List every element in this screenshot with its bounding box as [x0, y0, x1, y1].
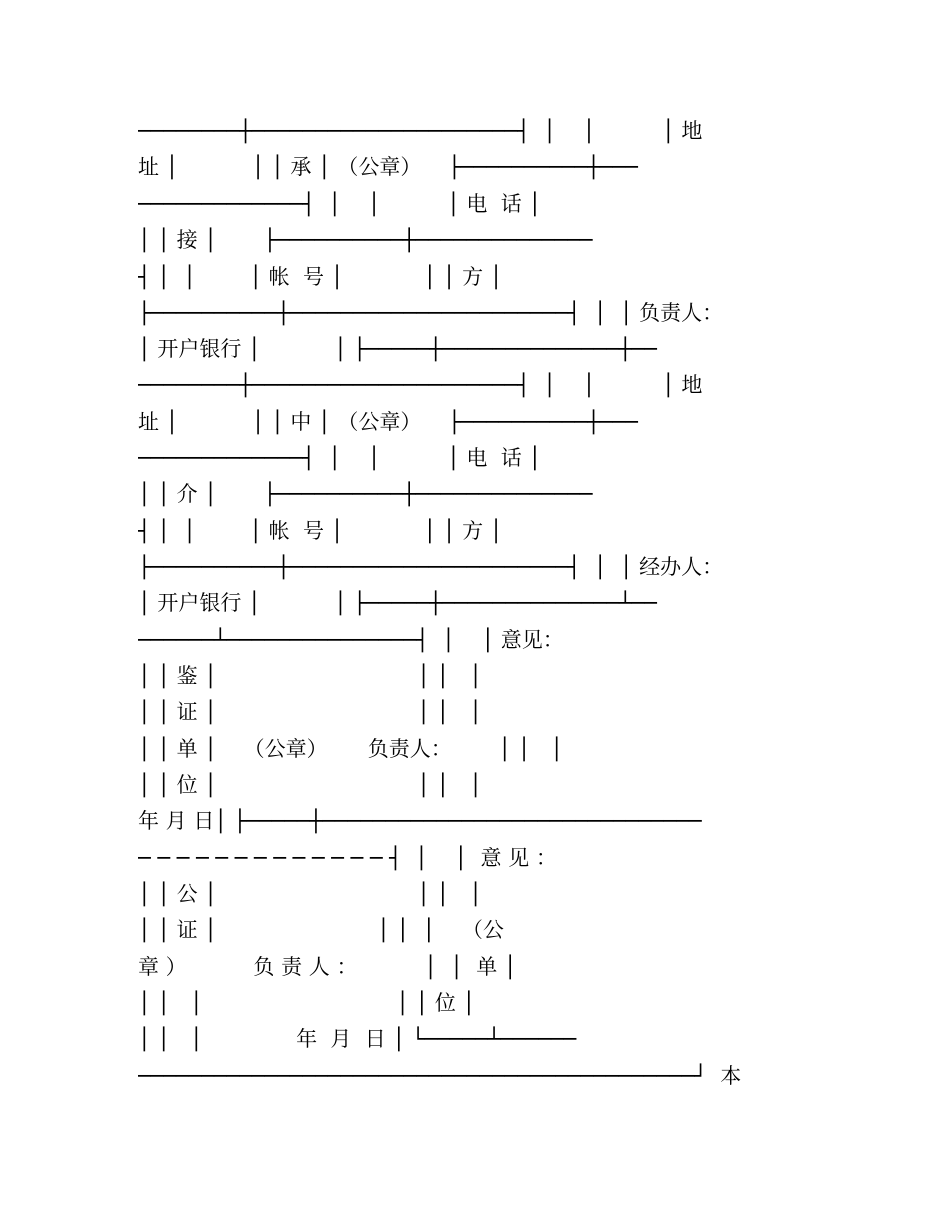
- text-line-22: │ │ 公 │ │ │ │: [138, 882, 482, 906]
- text-line-21: ─ ─ ─ ─ ─ ─ ─ ─ ─ ─ ─ ─ ─ ┤ │ │ 意 见 ：: [138, 846, 557, 870]
- text-line-23: │ │ 证 │ │ │ │ （公: [138, 918, 504, 942]
- text-line-1: ────────┼─────────────────────┤ │ │ │ 地: [138, 119, 703, 143]
- text-line-2: 址 │ │ │ 承 │ （公章） ├──────────┼───: [138, 155, 638, 179]
- text-line-25: │ │ │ │ │ 位 │: [138, 991, 476, 1015]
- text-line-11: │ │ 介 │ ├──────────┼──────────────: [138, 482, 593, 506]
- text-line-16: │ │ 鉴 │ │ │ │: [138, 664, 482, 688]
- text-line-7: │ 开户银行 │ │ ├─────┼──────────────┼──: [138, 337, 657, 361]
- text-line-19: │ │ 位 │ │ │ │: [138, 773, 482, 797]
- text-line-13: ├──────────┼──────────────────────┤ │ │ 经办人：: [138, 555, 724, 579]
- text-line-14: │ 开户银行 │ │ ├─────┼──────────────┴──: [138, 591, 657, 615]
- text-line-4: │ │ 接 │ ├──────────┼──────────────: [138, 228, 593, 252]
- text-line-26: │ │ │ 年 月 日 │ └─────┴──────: [138, 1027, 577, 1051]
- text-line-5: ┤ │ │ │ 帐 号 │ │ │ 方 │: [138, 265, 503, 289]
- text-line-24: 章 ） 负 责 人 ： │ │ 单 │: [138, 955, 517, 979]
- text-line-12: ┤ │ │ │ 帐 号 │ │ │ 方 │: [138, 519, 503, 543]
- text-line-15: ──────┴───────────────┤ │ │ 意见：: [138, 628, 564, 652]
- text-line-8: ────────┼─────────────────────┤ │ │ │ 地: [138, 373, 703, 397]
- text-line-27: ────────────────────────────────────────────┘ 本: [138, 1064, 742, 1088]
- text-line-10: ─────────────┤ │ │ │ 电 话 │: [138, 446, 542, 470]
- text-line-6: ├──────────┼──────────────────────┤ │ │ 负责人：: [138, 301, 724, 325]
- text-line-3: ─────────────┤ │ │ │ 电 话 │: [138, 192, 542, 216]
- text-line-20: 年 月 日│ ├─────┼──────────────────────────────: [138, 809, 702, 833]
- text-line-9: 址 │ │ │ 中 │ （公章） ├──────────┼───: [138, 410, 638, 434]
- text-line-17: │ │ 证 │ │ │ │: [138, 700, 482, 724]
- text-line-18: │ │ 单 │ （公章） 负责人： │ │ │: [138, 737, 564, 761]
